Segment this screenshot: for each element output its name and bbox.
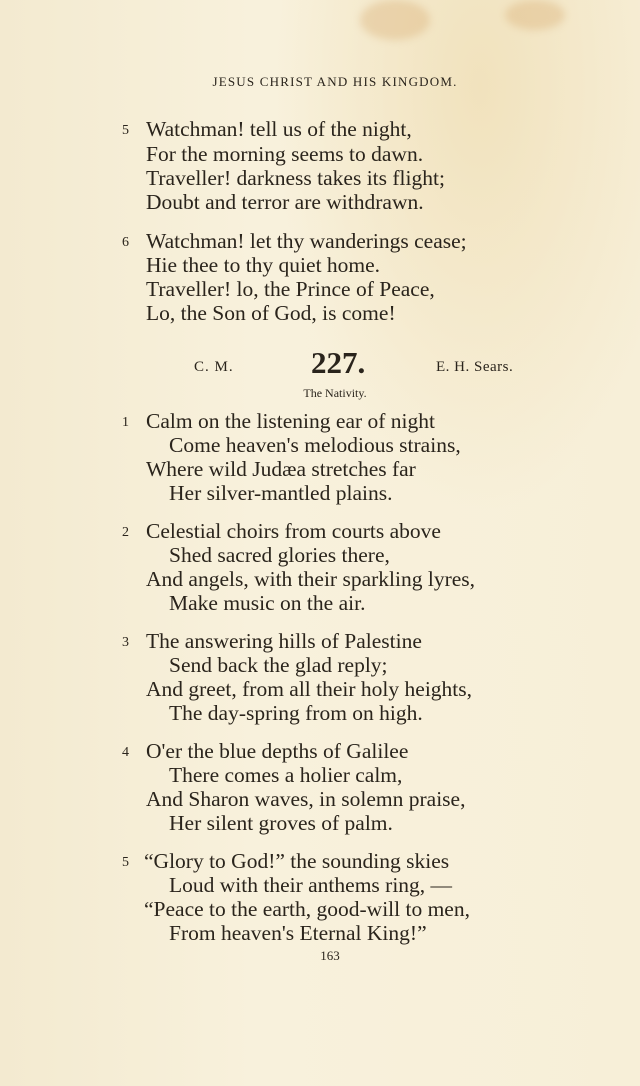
paper-stain — [360, 0, 430, 40]
verse-line: And greet, from all their holy heights, — [146, 677, 473, 701]
hymn-subtitle: The Nativity. — [303, 386, 367, 400]
verse-line: Watchman! let thy wanderings cease; — [146, 229, 467, 253]
verse-line: Loud with their anthems ring, — — [169, 873, 453, 897]
hymn-number: 227. — [311, 345, 366, 380]
verse-line: The day-spring from on high. — [169, 701, 423, 725]
page-number: 163 — [320, 948, 340, 963]
verse-line: Doubt and terror are withdrawn. — [146, 190, 424, 214]
verse-line: Lo, the Son of God, is come! — [146, 301, 396, 325]
verse-line: Traveller! lo, the Prince of Peace, — [146, 277, 435, 301]
verse-line: Make music on the air. — [169, 591, 366, 615]
running-head: JESUS CHRIST AND HIS KINGDOM. — [212, 74, 458, 89]
verse-line: There comes a holier calm, — [169, 763, 403, 787]
stanza-number: 3 — [122, 635, 129, 650]
verse-line: And Sharon waves, in solemn praise, — [146, 787, 466, 811]
verse-line: O'er the blue depths of Galilee — [146, 739, 409, 763]
hymn-header — [0, 345, 640, 385]
verse-line: Calm on the listening ear of night — [146, 409, 436, 433]
verse-line: From heaven's Eternal King!” — [169, 921, 427, 945]
hymn-author: E. H. Sears. — [436, 359, 514, 375]
verse-line: “Glory to God!” the sounding skies — [144, 849, 450, 873]
stanza-number: 2 — [122, 525, 129, 540]
stanza-number: 5 — [122, 855, 129, 870]
verse-line: “Peace to the earth, good-will to men, — [144, 897, 470, 921]
hymn-meter: C. M. — [194, 359, 234, 375]
verse-line: Her silent groves of palm. — [169, 811, 393, 835]
verse-line: Come heaven's melodious strains, — [169, 433, 461, 457]
verse-line: And angels, with their sparkling lyres, — [146, 567, 476, 591]
verse-line: Celestial choirs from courts above — [146, 519, 441, 543]
verse-line: For the morning seems to dawn. — [146, 142, 424, 166]
verse-line: Hie thee to thy quiet home. — [146, 253, 381, 277]
stanza-number: 1 — [122, 415, 129, 430]
verse-line: Shed sacred glories there, — [169, 543, 390, 567]
verse-line: The answering hills of Palestine — [146, 629, 422, 653]
stanza-number: 5 — [122, 123, 129, 138]
paper-stain — [505, 0, 565, 30]
verse-line: Where wild Judæa stretches far — [146, 457, 416, 481]
verse-line: Watchman! tell us of the night, — [146, 117, 412, 141]
verse-line: Her silver-mantled plains. — [169, 481, 393, 505]
stanza-number: 6 — [122, 235, 129, 250]
verse-line: Send back the glad reply; — [169, 653, 388, 677]
stanza-number: 4 — [122, 745, 129, 760]
verse-line: Traveller! darkness takes its flight; — [146, 166, 445, 190]
